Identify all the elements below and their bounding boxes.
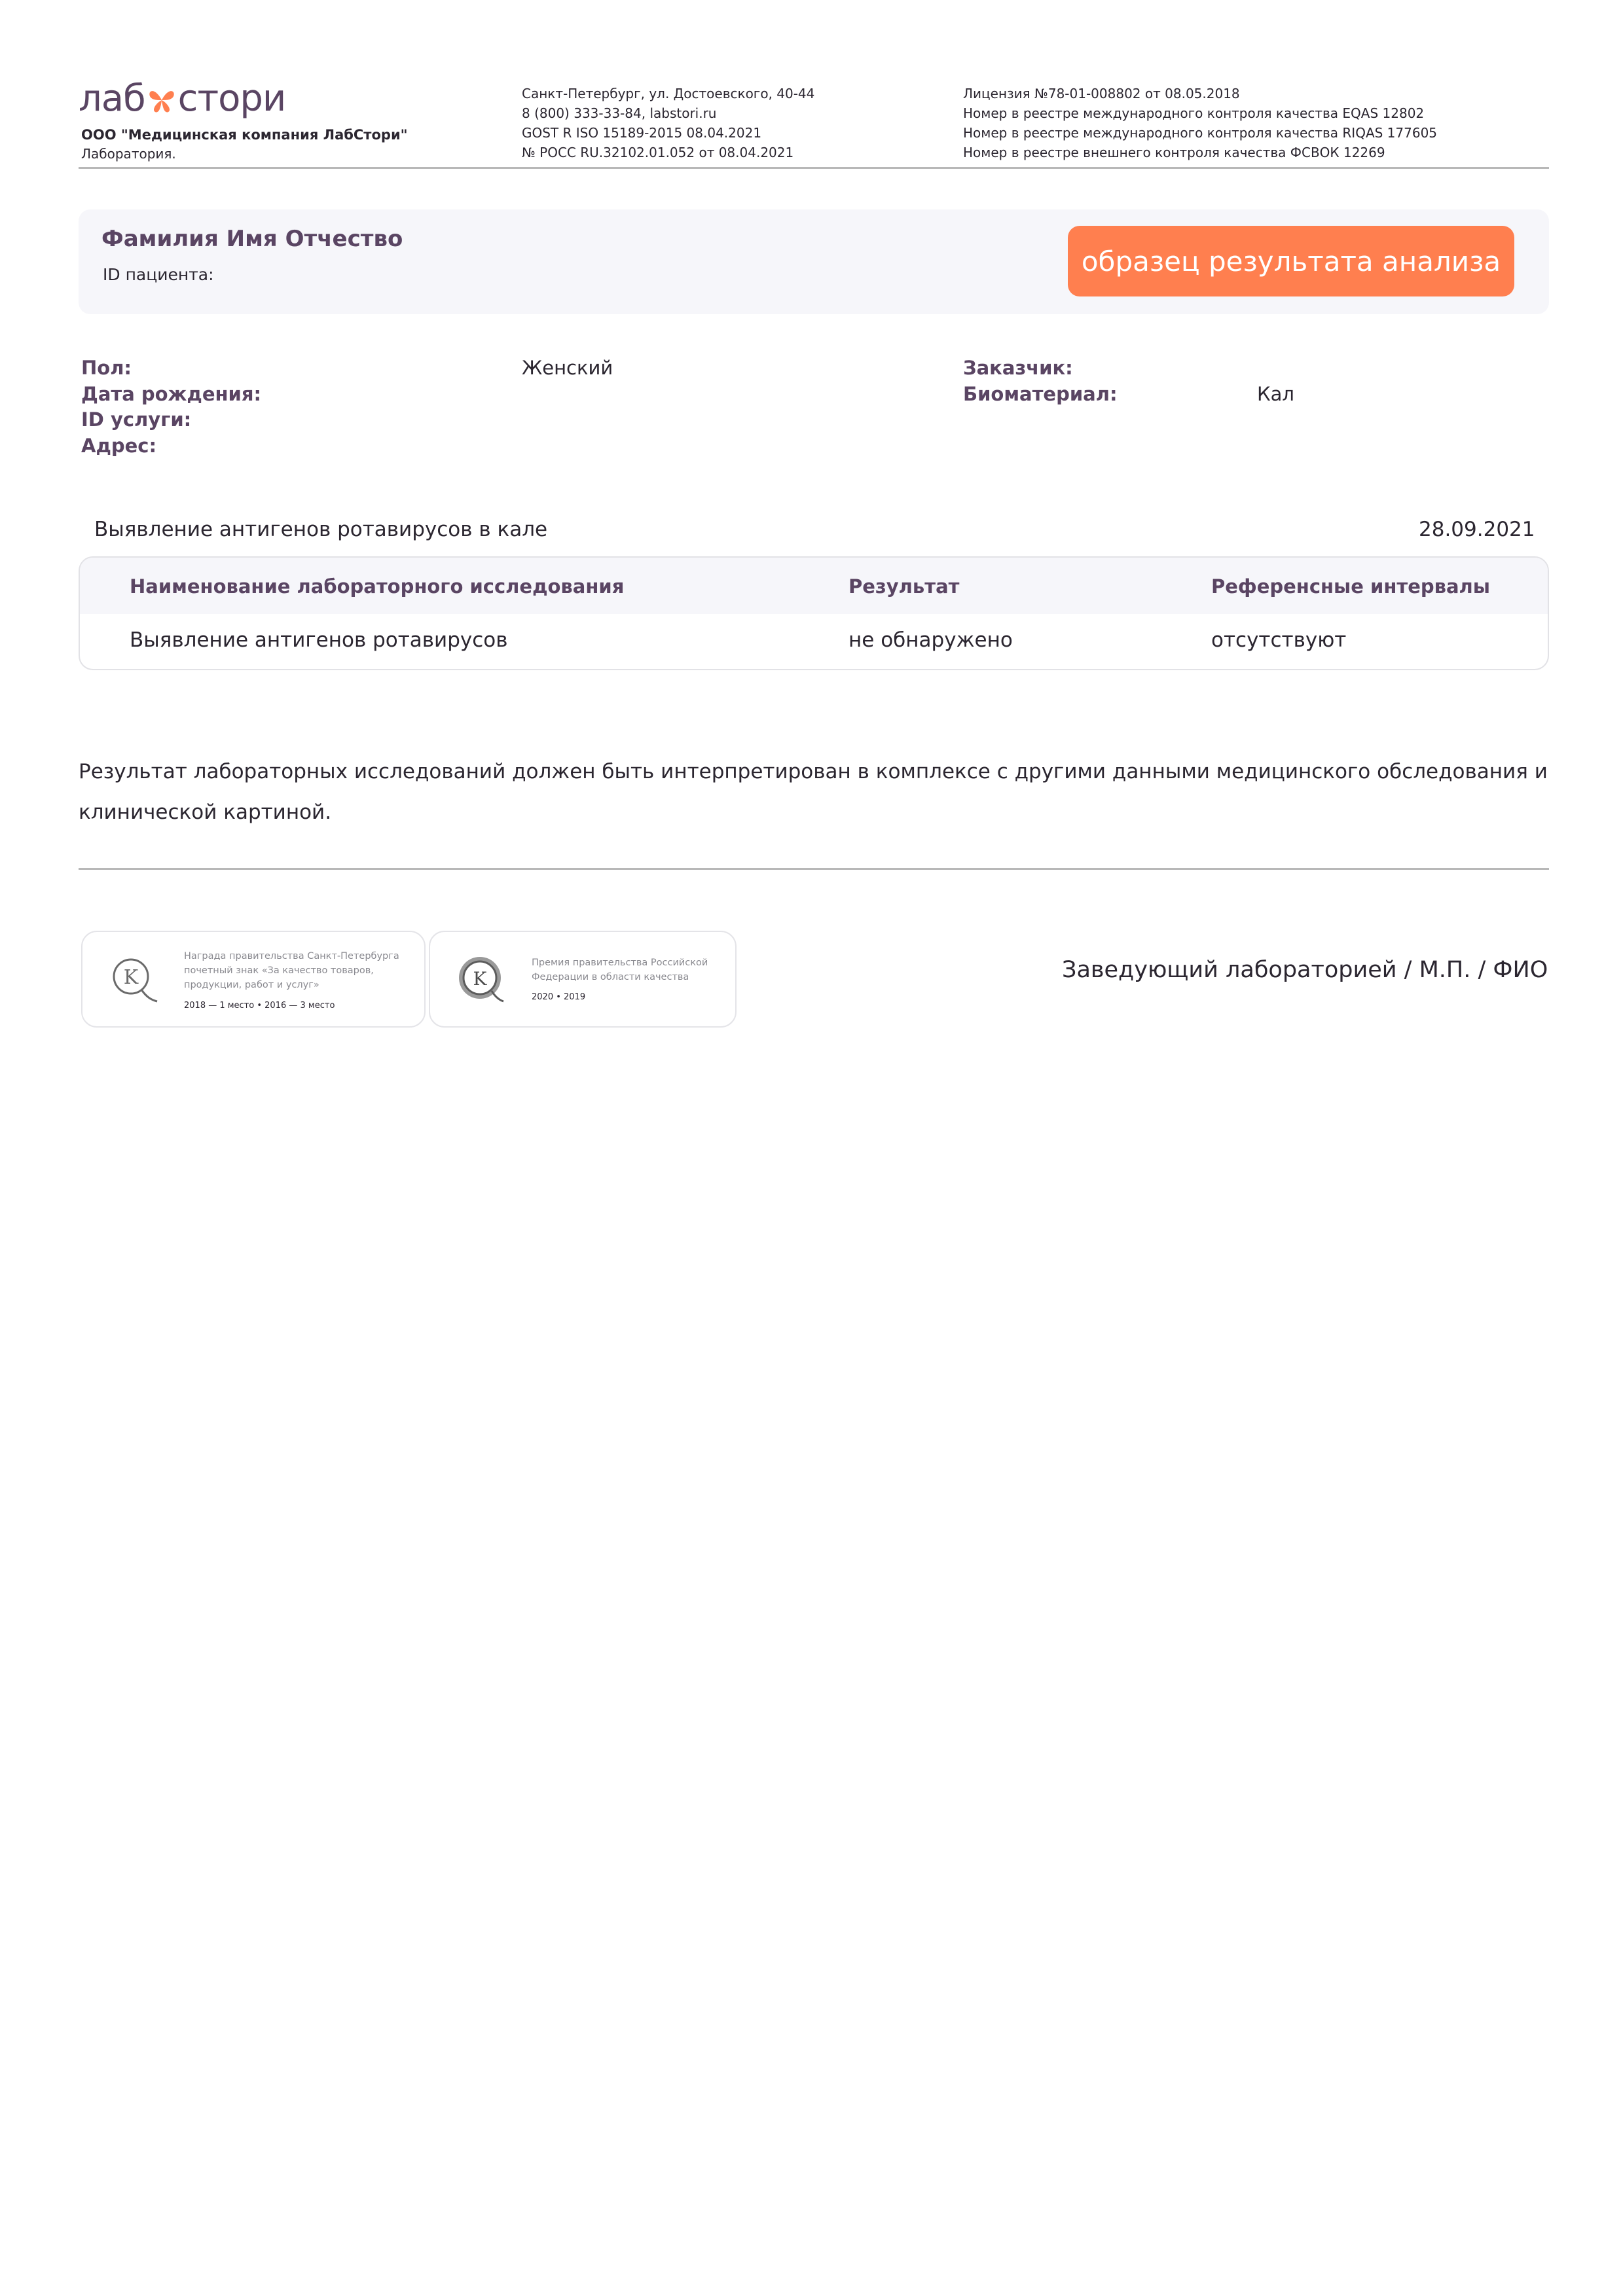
results-table bbox=[79, 556, 1549, 670]
logo-text-right: стори bbox=[177, 77, 286, 120]
company-name: ООО "Медицинская компания ЛабСтори" bbox=[81, 127, 408, 143]
licenses-block bbox=[963, 84, 1437, 162]
award-years: 2020 • 2019 bbox=[532, 992, 586, 1002]
cell-test-name: Выявление антигенов ротавирусов bbox=[130, 628, 508, 652]
address-label: Адрес: bbox=[81, 435, 157, 457]
award-line: Федерации в области качества bbox=[532, 972, 689, 982]
award-line: Премия правительства Российской bbox=[532, 958, 708, 968]
sex-value: Женский bbox=[522, 357, 613, 379]
biomaterial-label: Биоматериал: bbox=[963, 383, 1118, 405]
test-date: 28.09.2021 bbox=[1419, 518, 1535, 541]
column-header-reference: Референсные интервалы bbox=[1211, 575, 1491, 598]
interpretation-note: Результат лабораторных исследований должен быть интерпретирован в комплексе с другими данными медицинского обследования и клинической картиной. bbox=[79, 760, 1548, 824]
award-line: продукции, работ и услуг» bbox=[184, 980, 319, 990]
column-header-result: Результат bbox=[848, 575, 960, 598]
logo-text-left: лаб bbox=[79, 77, 145, 120]
customer-label: Заказчик: bbox=[963, 357, 1073, 379]
biomaterial-value: Кал bbox=[1257, 383, 1294, 405]
cell-result: не обнаружено bbox=[848, 628, 1013, 652]
sex-label: Пол: bbox=[81, 357, 132, 379]
table-header bbox=[80, 558, 1548, 614]
footer-divider bbox=[79, 868, 1549, 870]
award-line: почетный знак «За качество товаров, bbox=[184, 965, 374, 976]
fsvok-line: Номер в реестре внешнего контроля качества ФСВОК 12269 bbox=[963, 145, 1385, 160]
government-prize-icon bbox=[454, 952, 509, 1007]
award-text bbox=[532, 956, 708, 984]
svg-text:K: K bbox=[473, 968, 487, 990]
patient-name: Фамилия Имя Отчество bbox=[101, 226, 403, 252]
cell-reference: отсутствуют bbox=[1211, 628, 1347, 652]
contact-ross: № РОСС RU.32102.01.052 от 08.04.2021 bbox=[522, 145, 794, 160]
dob-label: Дата рождения: bbox=[81, 383, 262, 405]
quality-mark-icon bbox=[106, 952, 161, 1007]
company-subtitle: Лаборатория. bbox=[81, 146, 176, 162]
award-line: Награда правительства Санкт-Петербурга bbox=[184, 951, 399, 961]
award-card-rf bbox=[429, 931, 737, 1028]
logo bbox=[79, 77, 285, 120]
contact-address: Санкт-Петербург, ул. Достоевского, 40-44 bbox=[522, 86, 815, 101]
license-line: Лицензия №78-01-008802 от 08.05.2018 bbox=[963, 86, 1240, 101]
award-years: 2018 — 1 место • 2016 — 3 место bbox=[184, 1001, 335, 1011]
award-card-spb bbox=[81, 931, 426, 1028]
riqas-line: Номер в реестре международного контроля качества RIQAS 177605 bbox=[963, 125, 1438, 141]
svg-text:K: K bbox=[123, 966, 139, 989]
eqas-line: Номер в реестре международного контроля качества EQAS 12802 bbox=[963, 105, 1425, 121]
service-id-label: ID услуги: bbox=[81, 408, 192, 431]
test-title: Выявление антигенов ротавирусов в кале bbox=[94, 518, 548, 541]
signature-line: Заведующий лабораторией / М.П. / ФИО bbox=[1062, 957, 1548, 983]
patient-id-label: ID пациента: bbox=[103, 265, 214, 284]
butterfly-icon bbox=[147, 85, 177, 115]
header-divider bbox=[79, 167, 1549, 169]
contacts-block bbox=[522, 84, 814, 162]
sample-badge: образец результата анализа bbox=[1068, 226, 1514, 296]
column-header-name: Наименование лабораторного исследования bbox=[130, 575, 625, 598]
contact-phone-site: 8 (800) 333-33-84, labstori.ru bbox=[522, 105, 717, 121]
award-text bbox=[184, 949, 399, 992]
contact-gost: GOST R ISO 15189-2015 08.04.2021 bbox=[522, 125, 762, 141]
